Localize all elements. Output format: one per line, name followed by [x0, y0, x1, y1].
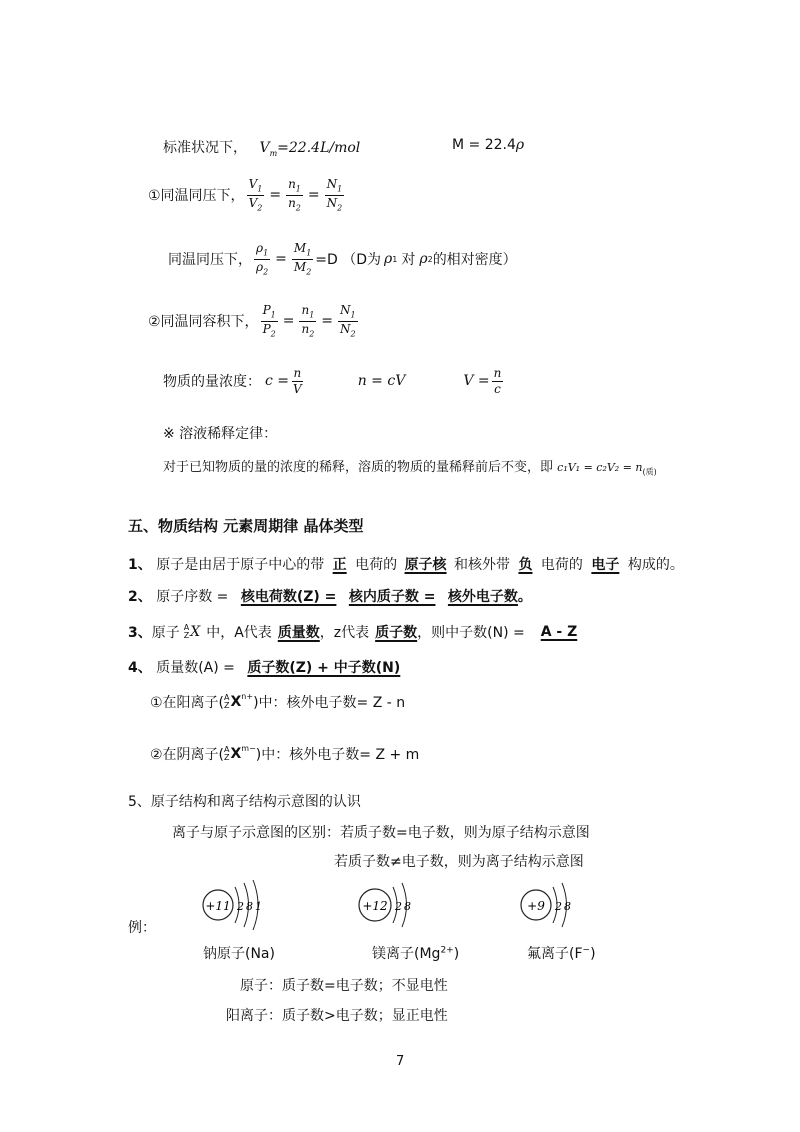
answer-electron: 电子: [591, 557, 620, 573]
frac-den: V: [293, 381, 302, 396]
item-text: 原子: [151, 625, 180, 641]
item-text: 电荷的: [355, 557, 398, 573]
fraction-n: [286, 178, 303, 213]
frac-num-sub: 1: [263, 248, 269, 258]
item-4: [128, 657, 412, 677]
rho1-sub: 1: [392, 254, 398, 264]
item-text: 原子序数 =: [156, 589, 229, 605]
law3-label: ②同温同容积下，: [148, 314, 259, 331]
answer-neutron-formula: A - Z: [540, 624, 578, 640]
fraction-M: [292, 242, 313, 277]
mass-number: A: [224, 745, 230, 754]
frac-num: n: [301, 303, 310, 317]
page-number: 7: [396, 1054, 405, 1069]
frac-num-sub: 1: [257, 184, 263, 194]
caption-text: 氟离子(F: [527, 946, 583, 962]
answer-protons: 核内质子数 =: [348, 589, 436, 605]
cation-post: )中：核外电子数= Z - n: [253, 695, 406, 711]
section-heading: 五、物质结构 元素周期律 晶体类型: [128, 517, 364, 535]
item-text: 构成的。: [627, 557, 684, 573]
nucleus-charge: +12: [362, 899, 388, 913]
law-same-tv-line: ②同温同容积下， $\frac{P_1}{P_2}$ = $\frac{n_1}{n_2}$ = $\frac{N_1}{N_2}$: [148, 303, 356, 339]
item-3: [128, 622, 585, 642]
frac-den: n: [288, 195, 296, 210]
caption-text: ): [453, 946, 460, 962]
anion-nuclide: [224, 746, 229, 762]
frac-num: ρ: [256, 241, 264, 255]
frac-den: N: [326, 195, 338, 210]
fraction-n-over-c: [492, 367, 504, 395]
ion-charge: 2+: [440, 945, 454, 956]
frac-num: P: [262, 303, 271, 317]
shell-count: 8: [564, 900, 571, 913]
vm-value: =22.4L/mol: [277, 140, 361, 156]
cation-nuclide: [224, 694, 229, 710]
magnesium-ion-diagram: [350, 875, 430, 935]
atomic-number: Z: [224, 701, 230, 710]
item-text: 质量数(A) =: [156, 660, 235, 676]
difference-line-1: 离子与原子示意图的区别：若质子数=电子数，则为原子结构示意图: [172, 825, 590, 841]
frac-num-sub: 1: [309, 310, 315, 320]
difference-line-2: 若质子数≠电子数，则为离子结构示意图: [334, 854, 584, 870]
anion-pre: ②在阴离子(: [150, 747, 225, 763]
fraction-N: [325, 178, 345, 213]
frac-den-sub: 2: [263, 267, 269, 277]
dilution-title: ※ 溶液稀释定律：: [163, 426, 278, 442]
fraction-p: [261, 304, 278, 339]
anion-post: )中：核外电子数= Z + m: [255, 747, 420, 763]
frac-num-sub: 1: [295, 184, 301, 194]
rho1-symbol: ρ: [384, 251, 393, 268]
caption-text: ): [590, 946, 596, 962]
answer-mass-number: 质量数: [277, 625, 320, 641]
fraction-n-over-v: [291, 367, 304, 395]
rho-symbol: ρ: [515, 137, 525, 153]
mass-number: A: [183, 623, 190, 632]
molar-mass-formula: [452, 137, 524, 153]
item-5: 5、原子结构和离子结构示意图的认识: [128, 794, 361, 810]
frac-den-sub: 2: [295, 203, 301, 213]
law-same-tp-line: ①同温同压下， $\frac{V_1}{V_2}$ = $\frac{n_1}{n_2}$ = $\frac{N_1}{N_2}$: [148, 177, 343, 213]
molar-mass-text: M = 22.4: [452, 137, 516, 153]
cation-line: [150, 692, 405, 712]
item-number: 4、: [128, 660, 152, 676]
frac-den-sub: 2: [350, 329, 356, 339]
dilution-text: 对于已知物质的量的浓度的稀释，溶质的物质的量稀释前后不变，即: [163, 460, 554, 475]
element-x: X: [230, 694, 242, 710]
frac-den: N: [340, 321, 351, 336]
vm-symbol: V: [259, 140, 270, 156]
caption-text: 镁离子(Mg: [372, 946, 441, 962]
fraction-N: [338, 304, 358, 339]
dilution-formula-sub: (质): [642, 467, 657, 477]
frac-den-sub: 2: [309, 329, 315, 339]
answer-nuclear-charge: 核电荷数(Z) =: [240, 589, 337, 605]
law2-mid: 对: [401, 252, 416, 269]
frac-num: M: [293, 241, 307, 255]
anion-charge: m−: [241, 744, 256, 753]
shell-count: 8: [246, 900, 253, 913]
item-text: 中，A代表: [206, 625, 272, 641]
item-number: 1、: [128, 557, 152, 573]
answer-electrons: 核外电子数: [447, 589, 518, 605]
frac-num: n: [493, 366, 502, 380]
law-density-line: 同温同压下， $\frac{\rho_1}{\rho_2}$ = $\frac{M_1}{M_2}$ =D （D为 ρ 1 对 ρ 2 的相对密度）: [168, 241, 517, 277]
item-text: 和核外带: [454, 557, 511, 573]
rho2-symbol: ρ: [419, 251, 428, 268]
frac-num: n: [293, 366, 302, 380]
shell-count: 2: [237, 900, 244, 913]
frac-num-sub: 1: [270, 310, 276, 320]
fraction-v: [247, 178, 265, 213]
vm-subscript: m: [269, 148, 278, 158]
law1-label: ①同温同压下，: [148, 188, 245, 205]
frac-num-sub: 1: [306, 248, 312, 258]
frac-num: N: [340, 303, 351, 317]
conc-c: c =: [265, 373, 290, 390]
frac-num: N: [326, 177, 338, 191]
element-x: X: [190, 624, 201, 640]
frac-num-sub: 1: [337, 184, 343, 194]
nucleus-charge: +11: [205, 899, 231, 913]
shell-count: 8: [404, 900, 411, 913]
atom-property-line: 原子：质子数=电子数；不显电性: [240, 978, 448, 994]
item-1: [128, 554, 684, 574]
frac-num-sub: 1: [350, 310, 356, 320]
mass-number: A: [224, 693, 230, 702]
item-text: 。: [517, 589, 532, 605]
law2-end: 的相对密度）: [432, 252, 517, 269]
item-text: ，则中子数(N) =: [417, 625, 525, 641]
frac-den: n: [301, 321, 310, 336]
sodium-atom-diagram: [195, 875, 275, 935]
answer-proton-number: 质子数: [375, 625, 418, 641]
frac-den: P: [262, 321, 271, 336]
frac-num: n: [288, 177, 296, 191]
frac-num: V: [248, 177, 258, 191]
conc-v: V =: [463, 373, 490, 390]
atomic-number: Z: [224, 753, 230, 762]
answer-nucleus: 原子核: [404, 557, 447, 573]
frac-den-sub: 2: [257, 203, 263, 213]
frac-den: c: [494, 381, 501, 396]
fluorine-ion-caption: [527, 943, 596, 963]
item-text: 电荷的: [540, 557, 583, 573]
conc-label: 物质的量浓度：: [163, 374, 261, 391]
law2-label: 同温同压下，: [168, 252, 252, 269]
item-number: 3、: [128, 625, 152, 641]
frac-den: M: [293, 259, 307, 274]
frac-den: V: [248, 195, 258, 210]
fraction-rho: [254, 242, 270, 277]
rho2-sub: 2: [427, 254, 433, 264]
ion-charge: −: [582, 945, 591, 956]
conc-n: n = cV: [357, 373, 406, 390]
dilution-text-line: [163, 456, 657, 478]
dilution-formula: c₁V₁ = c₂V₂ = n: [557, 461, 643, 474]
example-label: 例：: [128, 920, 156, 936]
magnesium-ion-caption: [372, 943, 459, 963]
concentration-line: [163, 367, 505, 395]
std-conditions-line: [163, 137, 360, 158]
shell-count: 1: [255, 900, 262, 913]
law2-tail: =D （D为: [315, 252, 382, 269]
atomic-number: Z: [183, 631, 190, 640]
sodium-atom-caption: 钠原子(Na): [203, 946, 275, 962]
item-text: 原子是由居于原子中心的带: [156, 557, 325, 573]
frac-den: ρ: [256, 259, 264, 274]
frac-den-sub: 2: [306, 267, 312, 277]
cation-pre: ①在阳离子(: [150, 695, 225, 711]
std-label: 标准状况下，: [163, 140, 247, 156]
item-text: ，z代表: [319, 625, 370, 641]
cation-property-line: 阳离子：质子数>电子数；显正电性: [226, 1008, 448, 1024]
shell-count: 2: [555, 900, 562, 913]
frac-den-sub: 2: [270, 329, 276, 339]
fraction-n: [299, 304, 316, 339]
answer-negative: 负: [518, 557, 533, 573]
answer-mass-formula: 质子数(Z) + 中子数(N): [247, 660, 401, 676]
shell-count: 2: [395, 900, 402, 913]
fluorine-ion-diagram: [512, 875, 592, 935]
cation-charge: n+: [241, 692, 254, 701]
anion-line: [150, 744, 419, 764]
item-number: 2、: [128, 589, 152, 605]
element-x: X: [230, 746, 242, 762]
item-2: [128, 586, 532, 606]
frac-den-sub: 2: [337, 203, 343, 213]
nucleus-charge: +9: [527, 899, 545, 913]
answer-positive: 正: [332, 557, 347, 573]
nuclide-notation: [184, 624, 189, 640]
